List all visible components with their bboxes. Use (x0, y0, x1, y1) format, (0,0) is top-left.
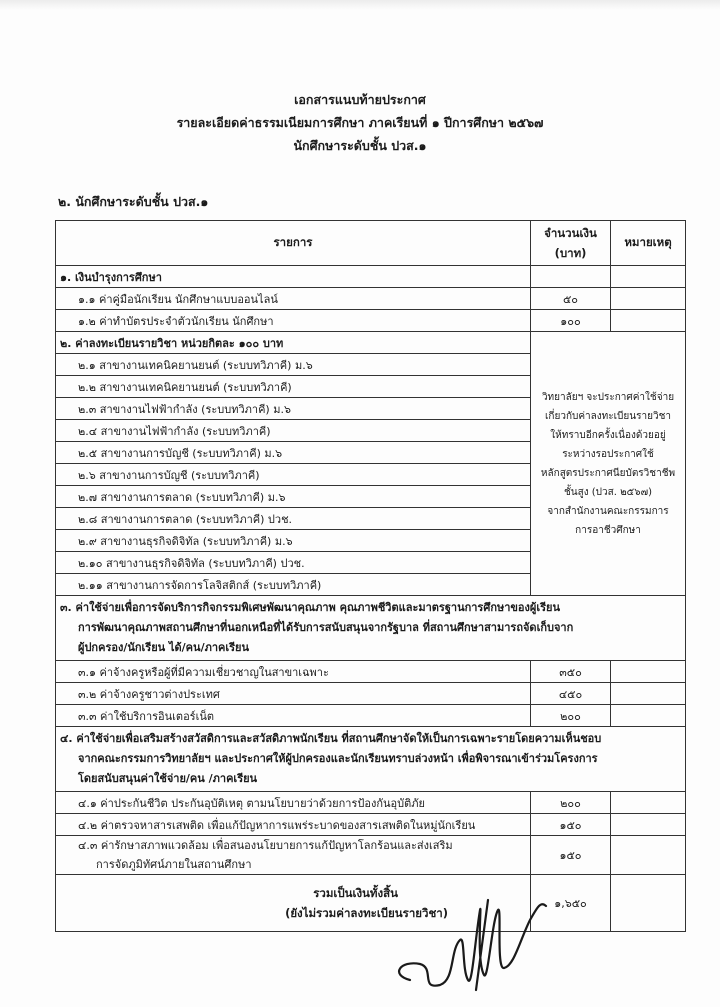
table-row (56, 683, 686, 705)
table-row (56, 792, 686, 814)
item-amount: ๑๕๐ (531, 814, 611, 836)
registration-note (531, 332, 686, 596)
item-amount: ๔๕๐ (531, 683, 611, 705)
item-label: ๑.๑ ค่าคู่มือนักเรียน นักศึกษาแบบออนไลน์ (56, 288, 531, 310)
section-3-line: การพัฒนาคุณภาพสถานศึกษาที่นอกเหนือที่ได้รับการสนับสนุนจากรัฐบาล ที่สถานศึกษาสามารถจัดเก็บจาก (78, 621, 574, 634)
item-amount: ๑๕๐ (531, 836, 611, 875)
header-line-3: นักศึกษาระดับชั้น ปวส.๑ (293, 138, 427, 153)
note-line: ให้ทราบอีกครั้งเนื่องด้วยอยู่ระหว่างรอประกาศใช้ (550, 429, 666, 460)
item-label: ๔.๑ ค่าประกันชีวิต ประกันอุบัติเหตุ ตามนโยบายว่าด้วยการป้องกันอุบัติภัย (56, 792, 531, 814)
item-label: ๒.๒ สาขางานเทคนิคยานยนต์ (ระบบทวิภาคี) (56, 376, 531, 398)
header-line-1: เอกสารแนบท้ายประกาศ (294, 92, 426, 107)
section-3-line: ๓. ค่าใช้จ่ายเพื่อการจัดบริการกิจกรรมพิเศษพัฒนาคุณภาพ คุณภาพชีวิตและมาตรฐานการศึกษาของผู้เรียน (60, 601, 560, 614)
scan-edge (0, 0, 720, 10)
item-label: ๒.๓ สาขางานไฟฟ้ากำลัง (ระบบทวิภาคี) ม.๖ (56, 398, 531, 420)
document-header (0, 88, 720, 157)
item-label: ๒.๕ สาขางานการบัญชี (ระบบทวิภาคี) ม.๖ (56, 442, 531, 464)
item-label-line: การจัดภูมิทัศน์ภายในสถานศึกษา (96, 858, 252, 871)
table-row (56, 661, 686, 683)
table-row (56, 288, 686, 310)
item-label: ๒.๑๐ สาขางานธุรกิจดิจิทัล (ระบบทวิภาคี) ปวช. (56, 552, 531, 574)
section-title: ๒. นักศึกษาระดับชั้น ปวส.๑ (58, 194, 209, 209)
section-4-title (56, 727, 686, 792)
item-amount: ๒๐๐ (531, 705, 611, 727)
table-row (56, 310, 686, 332)
table-row (56, 814, 686, 836)
table-header-row (56, 221, 686, 266)
total-line-2: (ยังไม่รวมค่าลงทะเบียนรายวิชา) (285, 906, 448, 920)
item-label: ๒.๔ สาขางานไฟฟ้ากำลัง (ระบบทวิภาคี) (56, 420, 531, 442)
item-label: ๓.๓ ค่าใช้บริการอินเตอร์เน็ต (56, 705, 531, 727)
total-row (56, 875, 686, 932)
item-label: ๒.๑๑ สาขางานการจัดการโลจิสติกส์ (ระบบทวิภาคี) (56, 574, 531, 596)
section-1-title: ๑. เงินบำรุงการศึกษา (56, 266, 531, 288)
section-2-title: ๒. ค่าลงทะเบียนรายวิชา หน่วยกิตละ ๑๐๐ บาท (56, 332, 531, 354)
section-2-row (56, 332, 686, 354)
col-note-header: หมายเหตุ (611, 221, 686, 266)
section-1-row (56, 266, 686, 288)
table-row (56, 705, 686, 727)
note-line: หลักสูตรประกาศนียบัตรวิชาชีพชั้นสูง (ปวส. ๒๕๖๗) (540, 467, 676, 498)
section-4-line: โดยสนับสนุนค่าใช้จ่าย/คน /ภาคเรียน (78, 772, 258, 785)
item-label: ๓.๒ ค่าจ้างครูชาวต่างประเทศ (56, 683, 531, 705)
note-line: วิทยาลัยฯ จะประกาศค่าใช้จ่ายเกี่ยวกับค่าลงทะเบียนรายวิชา (541, 391, 675, 422)
col-amount-line-1: จำนวนเงิน (544, 226, 597, 240)
table-row (56, 836, 686, 875)
note-line: จากสำนักงานคณะกรรมการการอาชีวศึกษา (547, 505, 669, 536)
item-amount: ๒๐๐ (531, 792, 611, 814)
section-3-line: ผู้ปกครอง/นักเรียน ได้/คน/ภาคเรียน (78, 641, 249, 654)
section-4-row (56, 727, 686, 792)
item-label: ๒.๑ สาขางานเทคนิคยานยนต์ (ระบบทวิภาคี) ม.๖ (56, 354, 531, 376)
header-line-2: รายละเอียดค่าธรรมเนียมการศึกษา ภาคเรียนที่ ๑ ปีการศึกษา ๒๕๖๗ (176, 115, 544, 130)
item-amount: ๓๕๐ (531, 661, 611, 683)
item-label: ๒.๙ สาขางานธุรกิจดิจิทัล (ระบบทวิภาคี) ม.๖ (56, 530, 531, 552)
col-amount-header (531, 221, 611, 266)
col-item-header: รายการ (56, 221, 531, 266)
item-amount: ๕๐ (531, 288, 611, 310)
total-line-1: รวมเป็นเงินทั้งสิ้น (313, 886, 398, 900)
section-3-row (56, 596, 686, 661)
item-label: ๒.๘ สาขางานการตลาด (ระบบทวิภาคี) ปวช. (56, 508, 531, 530)
item-label: ๓.๑ ค่าจ้างครูหรือผู้ที่มีความเชี่ยวชาญในสาขาเฉพาะ (56, 661, 531, 683)
total-amount: ๑,๖๕๐ (531, 875, 611, 932)
item-label: ๒.๖ สาขางานการบัญชี (ระบบทวิภาคี) (56, 464, 531, 486)
handwritten-signature (380, 880, 580, 1000)
item-label: ๒.๗ สาขางานการตลาด (ระบบทวิภาคี) ม.๖ (56, 486, 531, 508)
section-4-line: ๔. ค่าใช้จ่ายเพื่อเสริมสร้างสวัสดิการและสวัสดิภาพนักเรียน ที่สถานศึกษาจัดให้เป็นการเฉพาะรายโดยความเห็นชอบ (60, 732, 602, 745)
fee-table (55, 220, 686, 932)
section-3-title (56, 596, 686, 661)
col-amount-line-2: (บาท) (554, 246, 587, 260)
item-label-line: ๔.๓ ค่ารักษาสภาพแวดล้อม เพื่อสนองนโยบายการแก้ปัญหาโลกร้อนและส่งเสริม (78, 839, 453, 852)
section-4-line: จากคณะกรรมการวิทยาลัยฯ และประกาศให้ผู้ปกครองและนักเรียนทราบล่วงหน้า เพื่อพิจารณาเข้าร่วมโครงการ (78, 752, 598, 765)
item-label: ๑.๒ ค่าทำบัตรประจำตัวนักเรียน นักศึกษา (56, 310, 531, 332)
item-amount: ๑๐๐ (531, 310, 611, 332)
item-label (56, 836, 531, 875)
item-label: ๔.๒ ค่าตรวจหาสารเสพติด เพื่อแก้ปัญหาการแพร่ระบาดของสารเสพติดในหมู่นักเรียน (56, 814, 531, 836)
